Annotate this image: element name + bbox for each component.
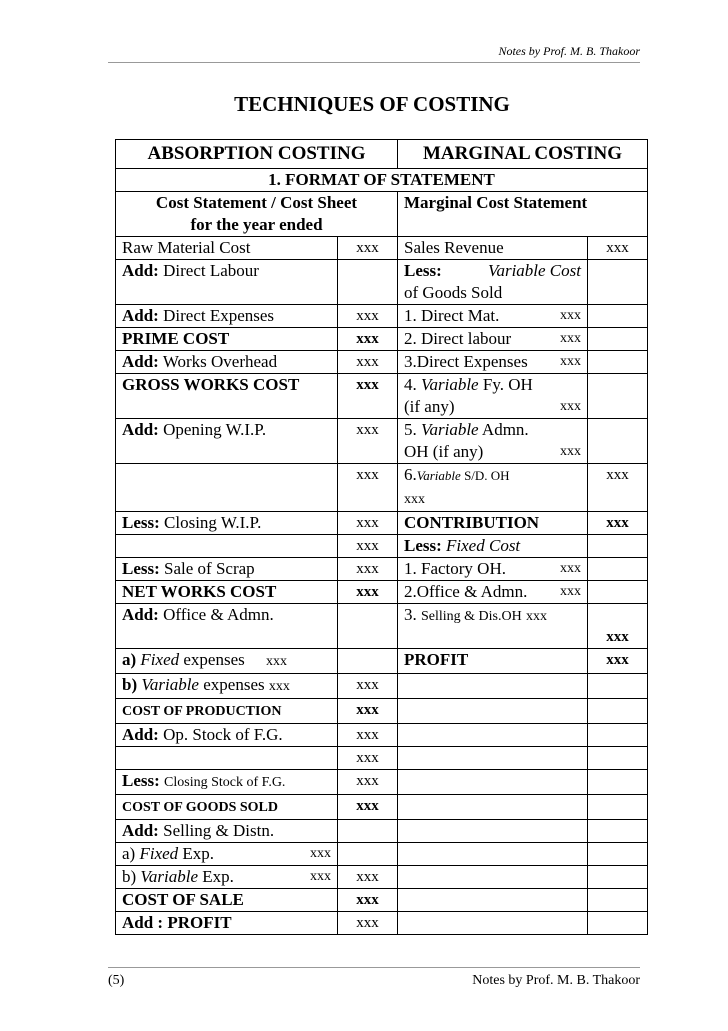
amount-cell: xxx <box>338 724 398 747</box>
table-row <box>116 374 648 419</box>
amount-cell: xxx <box>588 512 648 535</box>
op-stock-fg-label: Add: Op. Stock of F.G. <box>116 724 338 747</box>
variable-expenses-label: b) Variable expenses xxx <box>116 674 338 699</box>
amount-cell: xxx <box>338 558 398 581</box>
table-row <box>116 604 648 649</box>
selling-distn-label: Add: Selling & Distn. <box>116 820 338 843</box>
table-row <box>116 260 648 305</box>
table-row <box>116 419 648 464</box>
amount-cell: xxx <box>588 237 648 260</box>
table-row <box>116 305 648 328</box>
header-rule <box>108 62 640 63</box>
raw-material-label: Raw Material Cost <box>116 237 338 260</box>
opening-wip-label: Add: Opening W.I.P. <box>116 419 338 464</box>
table-row <box>116 795 648 820</box>
amount-cell: xxx <box>338 464 398 512</box>
page-title: TECHNIQUES OF COSTING <box>234 92 510 116</box>
table-row <box>116 747 648 770</box>
left-statement-heading: Cost Statement / Cost Sheet for the year ended <box>116 192 398 237</box>
table-row <box>116 649 648 674</box>
page-header: Notes by Prof. M. B. Thakoor <box>498 44 640 58</box>
amount-cell: xxx <box>338 328 398 351</box>
gross-works-cost-label: GROSS WORKS COST <box>116 374 338 419</box>
table-row <box>116 820 648 843</box>
amount-cell: xxx <box>338 305 398 328</box>
amount-cell: xxx <box>338 535 398 558</box>
table-row <box>116 912 648 935</box>
direct-labour-var-label: 2. Direct labour xxx <box>398 328 588 351</box>
amount-cell: xxx <box>338 374 398 419</box>
table-row <box>116 464 648 512</box>
table-row <box>116 699 648 724</box>
table-row <box>116 328 648 351</box>
head-absorption-costing: ABSORPTION COSTING <box>116 140 398 169</box>
amount-cell: xxx <box>338 581 398 604</box>
table-row <box>116 843 648 866</box>
table-row <box>116 558 648 581</box>
prime-cost-label: PRIME COST <box>116 328 338 351</box>
direct-expenses-label: Add: Direct Expenses <box>116 305 338 328</box>
works-overhead-label: Add: Works Overhead <box>116 351 338 374</box>
amount-cell: xxx <box>338 699 398 724</box>
variable-admn-label: 5. Variable Admn. OH (if any) xxx <box>398 419 588 464</box>
amount-cell: xxx <box>338 747 398 770</box>
office-admn-fixed-label: 2.Office & Admn. xxx <box>398 581 588 604</box>
table-row <box>116 237 648 260</box>
table-row <box>116 581 648 604</box>
amount-cell: xxx <box>338 419 398 464</box>
amount-cell: xxx <box>338 889 398 912</box>
table-row <box>116 889 648 912</box>
amount-cell: xxx <box>338 237 398 260</box>
contribution-label: CONTRIBUTION <box>398 512 588 535</box>
direct-mat-label: 1. Direct Mat. xxx <box>398 305 588 328</box>
closing-wip-label: Less: Closing W.I.P. <box>116 512 338 535</box>
office-admn-label: Add: Office & Admn. <box>116 604 338 649</box>
amount-cell: xxx <box>338 866 398 889</box>
variable-fy-oh-label: 4. Variable Fy. OH (if any) xxx <box>398 374 588 419</box>
cost-of-sale-label: COST OF SALE <box>116 889 338 912</box>
fixed-expenses-label: a) Fixed expenses xxx <box>116 649 338 674</box>
head-marginal-costing: MARGINAL COSTING <box>398 140 648 169</box>
variable-exp-label: b) Variable Exp. xxx <box>116 866 338 889</box>
right-statement-heading: Marginal Cost Statement <box>398 192 648 237</box>
amount-cell: xxx <box>338 674 398 699</box>
direct-labour-label: Add: Direct Labour <box>116 260 338 305</box>
amount-cell: xxx <box>588 649 648 674</box>
add-profit-label: Add : PROFIT <box>116 912 338 935</box>
net-works-cost-label: NET WORKS COST <box>116 581 338 604</box>
cost-of-production-label: COST OF PRODUCTION <box>116 699 338 724</box>
footer-rule <box>108 967 640 968</box>
table-row <box>116 535 648 558</box>
fixed-exp-label: a) Fixed Exp. xxx <box>116 843 338 866</box>
table-row <box>116 770 648 795</box>
selling-dis-oh-label: 3. Selling & Dis.OH xxx <box>398 604 588 649</box>
page-number: (5) <box>108 973 125 988</box>
profit-label: PROFIT <box>398 649 588 674</box>
table-row <box>116 866 648 889</box>
closing-stock-fg-label: Less: Closing Stock of F.G. <box>116 770 338 795</box>
factory-oh-label: 1. Factory OH. xxx <box>398 558 588 581</box>
table-row <box>116 674 648 699</box>
table-row <box>116 512 648 535</box>
statement-heading-row <box>116 192 648 237</box>
amount-cell: xxx <box>588 464 648 512</box>
variable-sd-oh-label: 6.Variable S/D. OH xxx <box>398 464 588 512</box>
sales-revenue-label: Sales Revenue <box>398 237 588 260</box>
amount-cell: xxx <box>338 912 398 935</box>
amount-cell: xxx <box>588 604 648 649</box>
table-row <box>116 351 648 374</box>
amount-cell: xxx <box>338 351 398 374</box>
sale-of-scrap-label: Less: Sale of Scrap <box>116 558 338 581</box>
footer-credit: Notes by Prof. M. B. Thakoor <box>472 973 640 988</box>
amount-cell: xxx <box>338 770 398 795</box>
section-title: 1. FORMAT OF STATEMENT <box>116 169 648 192</box>
less-variable-cost-label: Less: Variable Cost of Goods Sold <box>398 260 588 305</box>
amount-cell: xxx <box>338 512 398 535</box>
amount-cell: xxx <box>338 795 398 820</box>
section-row <box>116 169 648 192</box>
cost-of-goods-sold-label: COST OF GOODS SOLD <box>116 795 338 820</box>
table-head-row <box>116 140 648 169</box>
table-row <box>116 724 648 747</box>
less-fixed-cost-label: Less: Fixed Cost <box>398 535 588 558</box>
direct-expenses-var-label: 3.Direct Expenses xxx <box>398 351 588 374</box>
costing-format-table <box>115 139 648 935</box>
